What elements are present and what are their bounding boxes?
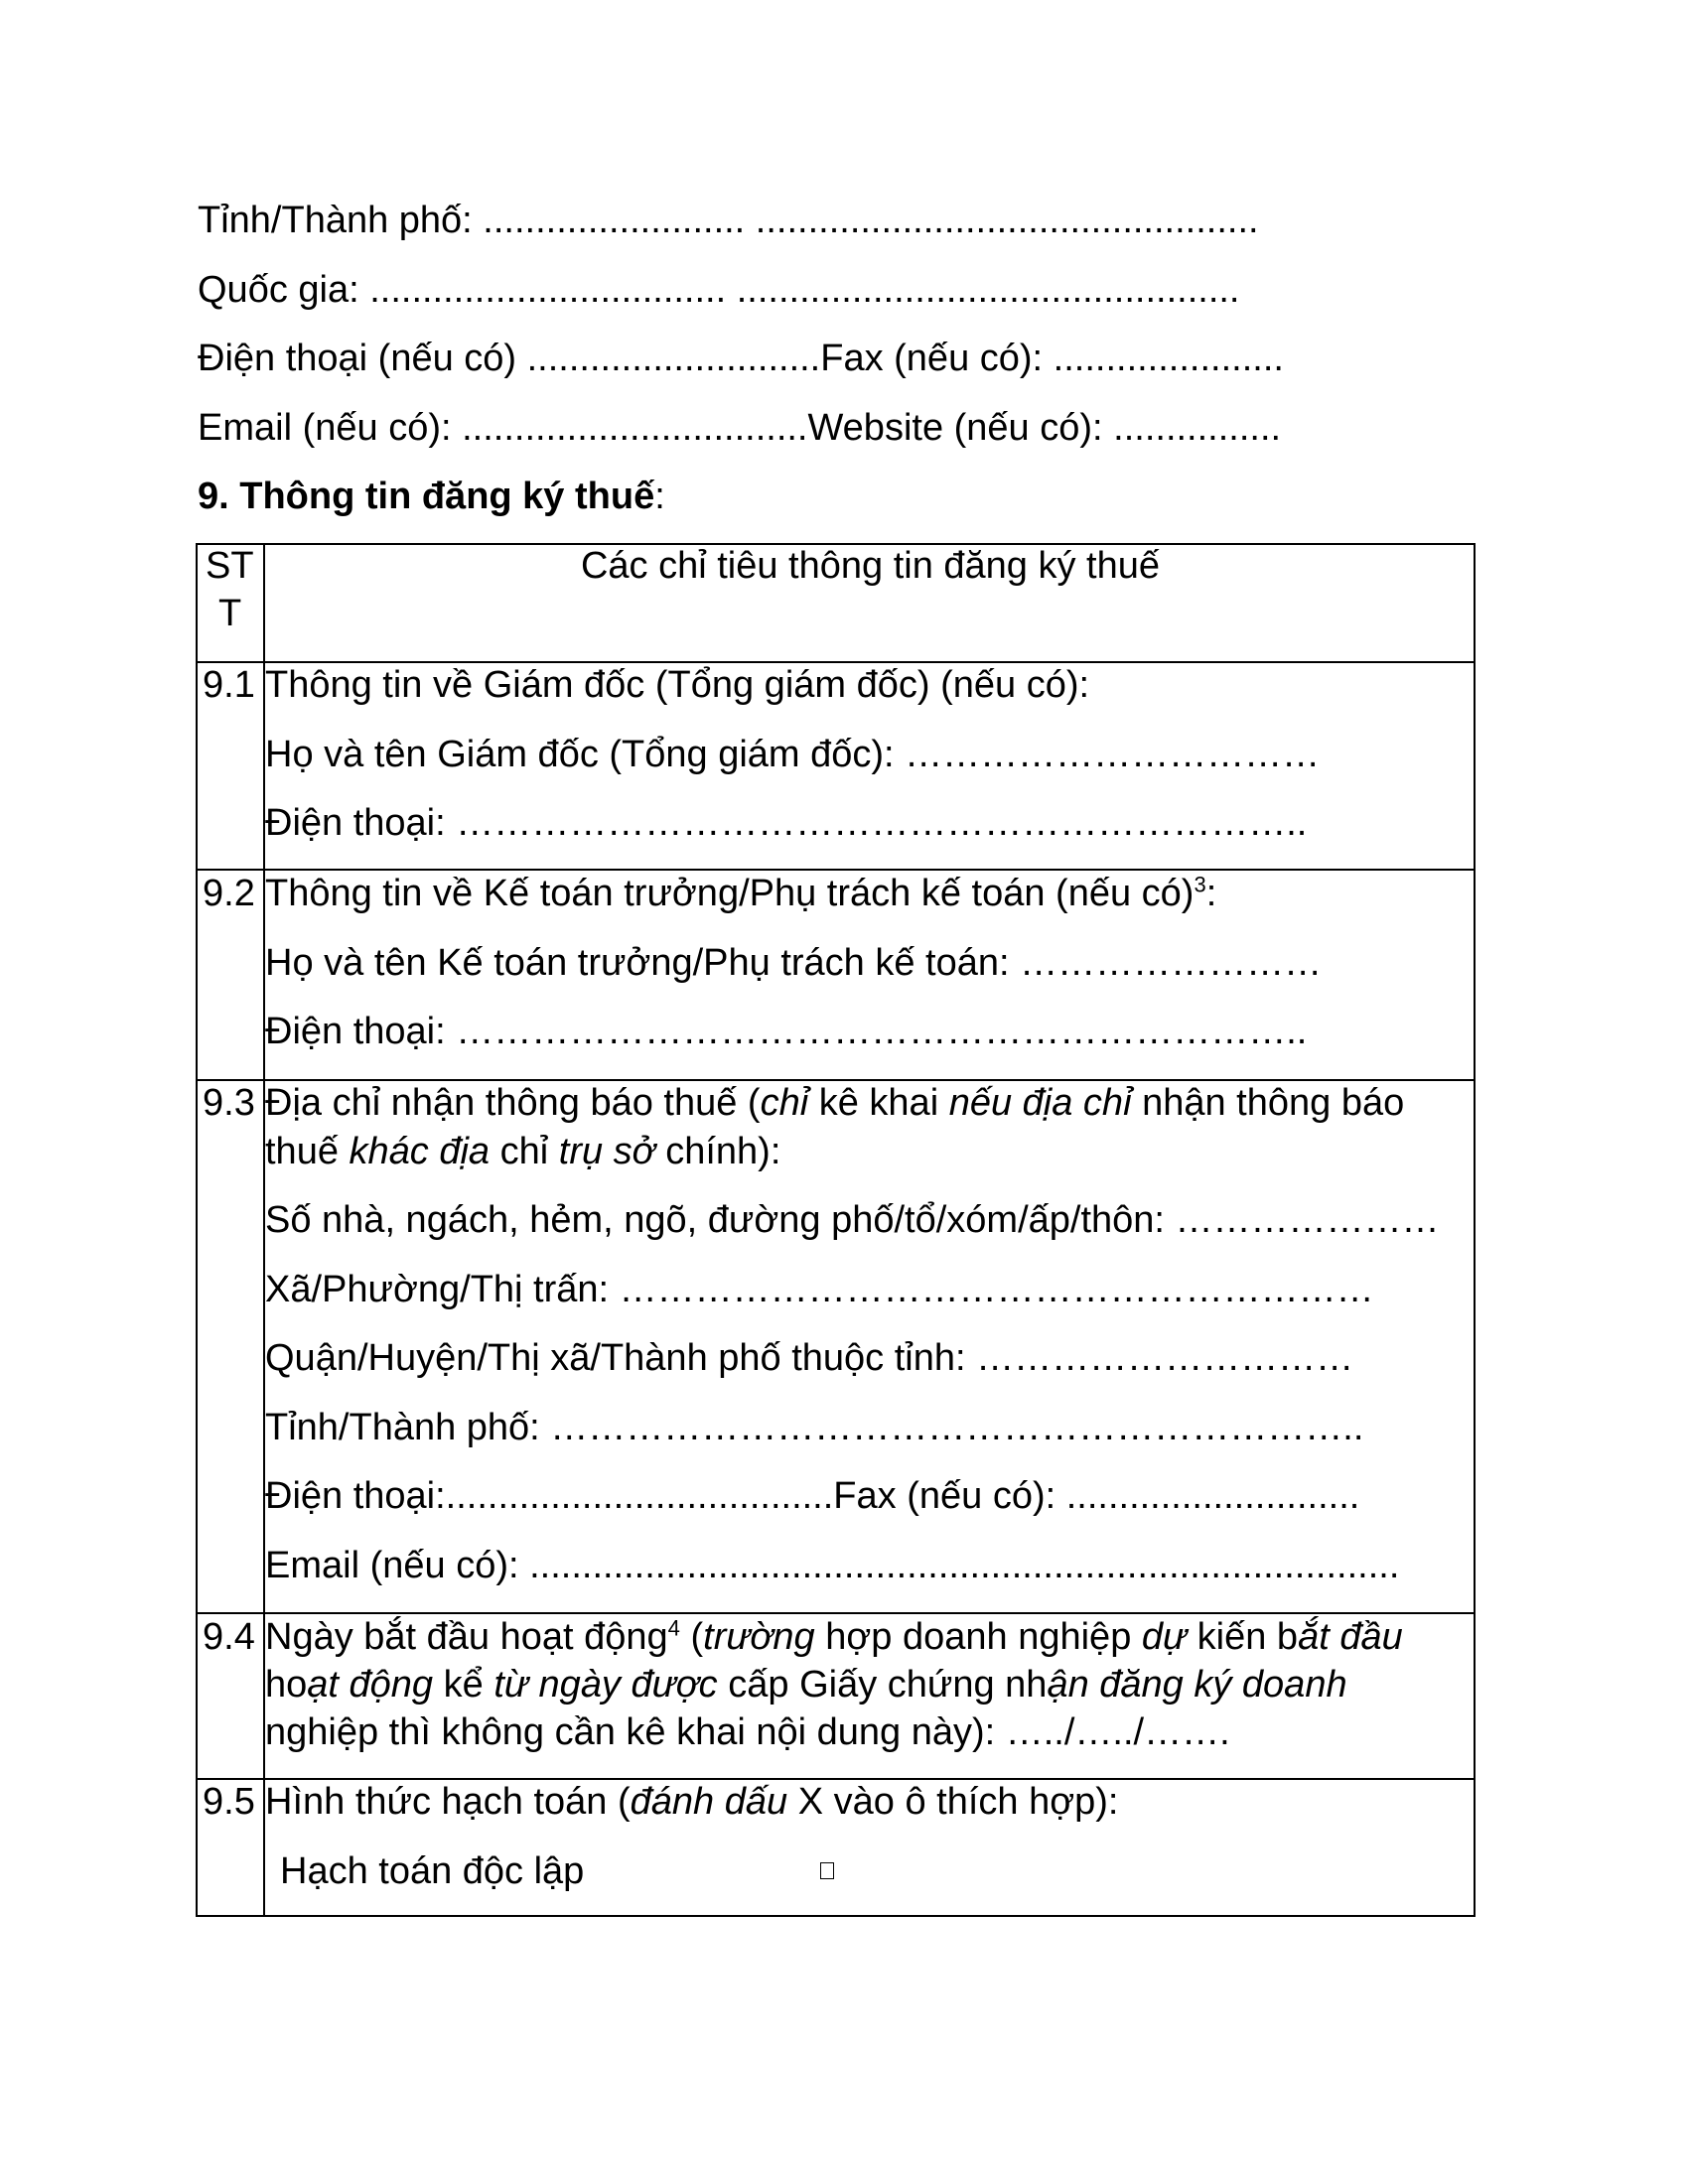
row-number: 9.3 — [203, 1082, 255, 1124]
text: X vào ô thích hợp): — [787, 1781, 1119, 1823]
accountant-name-field[interactable]: Họ và tên Kế toán trưởng/Phụ trách kế toán: …………………… — [265, 942, 1323, 984]
text-italic: từ ngày được — [493, 1664, 718, 1706]
accountant-phone-field[interactable]: Điện thoại: ………………………………………………………….. — [265, 1011, 1308, 1052]
row-divider — [196, 869, 1476, 871]
start-date-field[interactable]: nghiệp thì không cần kê khai nội dung này): …../…../……. — [265, 1711, 1230, 1753]
row-number: 9.4 — [203, 1616, 255, 1658]
street-field[interactable]: Số nhà, ngách, hẻm, ngõ, đường phố/tổ/xóm/ấp/thôn: ………………… — [265, 1199, 1440, 1241]
tax-notice-address-label-cont — [265, 1130, 780, 1173]
text: kể — [433, 1664, 494, 1706]
row-number: 9.5 — [203, 1781, 255, 1823]
start-date-label-cont — [265, 1663, 1347, 1706]
header-title: Các chỉ tiêu thông tin đăng ký thuế — [580, 545, 1161, 587]
accountant-info-label — [265, 872, 1216, 915]
row-number: 9.2 — [203, 873, 255, 914]
director-info-label: Thông tin về Giám đốc (Tổng giám đốc) (nếu có): — [265, 664, 1090, 706]
director-phone-field[interactable]: Điện thoại: ………………………………………………………….. — [265, 802, 1308, 844]
text-italic: ắt đầu — [1298, 1616, 1403, 1658]
text: Địa chỉ nhận thông báo thuế ( — [265, 1082, 761, 1124]
text: Hình thức hạch toán ( — [265, 1781, 631, 1823]
section-title — [198, 475, 665, 518]
province-field[interactable]: Tỉnh/Thành phố: ......................... ................................................ — [198, 200, 1259, 241]
text-italic: chỉ — [760, 1082, 809, 1124]
independent-accounting-label: Hạch toán độc lập — [280, 1850, 585, 1892]
independent-accounting-checkbox[interactable] — [820, 1862, 834, 1879]
text: kê khai — [808, 1082, 949, 1124]
row-number: 9.1 — [203, 664, 255, 706]
text-italic: dự — [1141, 1616, 1188, 1658]
text: kiến b — [1187, 1616, 1299, 1658]
accountant-info-text: Thông tin về Kế toán trưởng/Phụ trách kế toán (nếu có) — [265, 873, 1195, 914]
footnote-ref: 4 — [667, 1615, 680, 1641]
text: chỉ — [490, 1131, 559, 1172]
province-field[interactable]: Tỉnh/Thành phố: ……………………………………………………….. — [265, 1407, 1364, 1448]
district-field[interactable]: Quận/Huyện/Thị xã/Thành phố thuộc tỉnh: ………………………… — [265, 1337, 1354, 1379]
footnote-ref: 3 — [1194, 872, 1206, 897]
text: hợp doanh nghiệp — [814, 1616, 1142, 1658]
section-title-text: 9. Thông tin đăng ký thuế — [198, 476, 655, 517]
text: thuế — [265, 1131, 350, 1172]
phone-fax-field[interactable]: Điện thoại:.....................................Fax (nếu có): ............................ — [265, 1475, 1360, 1517]
header-stt-wrap: T — [218, 593, 242, 634]
row-divider — [196, 1612, 1476, 1614]
ward-field[interactable]: Xã/Phường/Thị trấn: …………………………………………………… — [265, 1269, 1374, 1310]
country-field[interactable]: Quốc gia: .................................. ................................................ — [198, 269, 1240, 311]
email-website-field[interactable]: Email (nếu có): .................................Website (nếu có): ................ — [198, 407, 1282, 449]
director-name-field[interactable]: Họ và tên Giám đốc (Tổng giám đốc): …………………………… — [265, 734, 1321, 775]
text: nhận thông báo — [1131, 1082, 1405, 1124]
text-italic: trụ sở — [558, 1131, 655, 1172]
text-italic: nếu địa — [948, 1082, 1073, 1124]
text-italic: ận đăng ký doanh — [1047, 1664, 1347, 1706]
header-stt: ST — [206, 545, 254, 587]
text: ho — [265, 1664, 308, 1706]
text: Ngày bắt đầu hoạt động — [265, 1616, 668, 1658]
text-italic: ạt động — [307, 1664, 434, 1706]
start-date-label — [265, 1615, 1403, 1659]
tax-notice-address-label — [265, 1081, 1404, 1125]
text: ( — [679, 1616, 704, 1658]
text-italic: trường — [703, 1616, 815, 1658]
text-italic: khác địa — [349, 1131, 491, 1172]
text-italic: đánh dấu — [630, 1781, 788, 1823]
email-field[interactable]: Email (nếu có): ................................................................................... — [265, 1545, 1400, 1586]
text: chính): — [654, 1131, 781, 1172]
accounting-form-label — [265, 1780, 1118, 1824]
colon: : — [1205, 873, 1217, 914]
section-title-colon: : — [654, 476, 665, 517]
text-italic: chỉ — [1072, 1082, 1132, 1124]
text: cấp Giấy chứng nh — [717, 1664, 1048, 1706]
phone-fax-field[interactable]: Điện thoại (nếu có) ............................Fax (nếu có): ...................... — [198, 338, 1284, 379]
